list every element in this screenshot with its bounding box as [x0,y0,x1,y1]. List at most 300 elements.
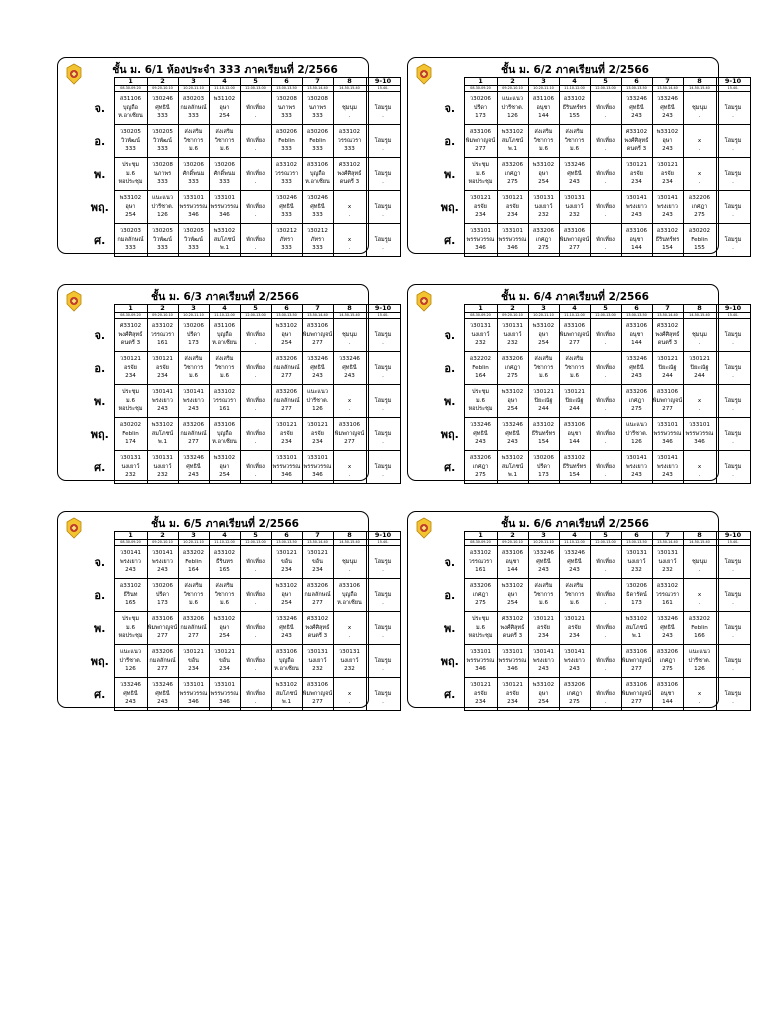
subject-code: ส่งเสริม [215,583,234,590]
teacher-name: นภาพร [308,104,327,111]
teacher-name: อนุชา [567,430,582,437]
schedule-cell [209,579,240,612]
teacher-name: เกศฎา [504,170,521,177]
teacher-name: พรงเยาว [626,463,647,470]
schedule-cell [464,451,497,484]
subject-code: ว30246 [307,195,328,202]
room-number: . [382,633,384,640]
schedule-cell [683,385,716,418]
period-number: 4 [559,78,590,86]
schedule-cell [114,224,147,257]
subject-code [334,95,366,103]
timetable-title: ชั้น ม. 6/1 ห้องประจำ 333 ภาคเรียนที่ 2/2566 [112,64,338,76]
schedule-cell [716,678,750,711]
schedule-cell [497,385,528,418]
teacher-name: นงเยาว์ [340,657,359,664]
room-number: 346 [219,212,230,219]
room-number: 173 [631,600,642,607]
schedule-cell [114,418,147,451]
period-time: 08.30-09.20 [464,86,497,92]
subject-code: ส33206 [563,682,586,689]
teacher-name: อนุชา [505,558,520,565]
schedule-cell [366,352,400,385]
teacher-name: Feblin [122,430,139,437]
room-number: 333 [188,113,199,120]
schedule-cell [716,224,750,257]
teacher-name: พักเที่ยง [246,558,265,565]
room-number: . [254,340,257,347]
subject-code: ส31106 [532,96,555,103]
room-number: 126 [507,113,518,120]
teacher-name: พงศ์ศิลุทธ์ [655,331,680,338]
subject-code: ส่งเสริม [565,129,584,136]
subject-code [367,615,400,623]
period-number: 6 [621,78,652,86]
room-number: 126 [312,406,323,413]
subject-code [241,549,271,557]
teacher-name: อรจัย [474,690,487,697]
teacher-name: กมลลักษณ์ [149,657,176,664]
schedule-cell [366,418,400,451]
header-corner [436,532,464,546]
subject-code: ว30246 [152,96,173,103]
room-number: . [732,212,734,219]
subject-code: ส33106 [625,228,648,235]
schedule-cell [716,158,750,191]
day-label: อ. [94,135,106,148]
schedule-cell [209,158,240,191]
schedule-cell [366,678,400,711]
day-label: พฤ. [440,428,459,441]
subject-code [717,681,750,689]
teacher-name: กมลลักษณ์ [304,591,331,598]
subject-code: ส33106 [306,323,329,330]
class-timetable-card [407,284,742,481]
schedule-cell [716,546,750,579]
teacher-name: อุษา [219,104,230,111]
teacher-name: ศุทธินี [279,624,294,631]
teacher-name: พักเที่ยง [596,591,615,598]
period-number: 7 [652,78,683,86]
schedule-cell [497,451,528,484]
subject-code [717,95,750,103]
schedule-cell [464,612,497,645]
teacher-name: วิชาการ [533,137,554,144]
subject-code: ว33101 [470,228,491,235]
room-number: 234 [312,439,323,446]
period-time: 10.20-11.10 [178,313,209,319]
class-timetable-card [407,57,742,254]
schedule-cell [621,385,652,418]
teacher-name: ธีรินทร์ทร [655,236,680,243]
schedule-cell [621,158,652,191]
room-number: . [348,633,351,640]
schedule-cell [528,158,559,191]
subject-code: ว30121 [564,616,585,623]
subject-code: ว30131 [564,195,585,202]
schedule-cell [497,158,528,191]
subject-code: ส33206 [532,228,555,235]
teacher-name: บุญถือ [309,170,326,177]
teacher-name: อนุชา [536,104,551,111]
subject-code: ส่งเสริม [565,356,584,363]
room-number: 144 [631,245,642,252]
teacher-name: พรรษวรรณ [466,236,495,243]
room-number: 161 [219,406,230,413]
subject-code: ว30121 [470,195,491,202]
room-number: 161 [157,340,168,347]
period-time: 09.20-10.10 [147,540,178,546]
schedule-cell [366,385,400,418]
room-number: . [382,472,384,479]
room-number: 243 [188,406,199,413]
teacher-name: สมโภชน์ [625,624,648,631]
schedule-cell [590,191,621,224]
teacher-name: ศุทธินี [567,558,582,565]
subject-code [684,549,716,557]
schedule-cell [114,92,147,125]
teacher-name: เกศฎา [659,657,676,664]
period-number: 7 [302,78,333,86]
period-time: 09.20-10.10 [147,313,178,319]
schedule-cell [271,678,302,711]
room-number: ม.6 [188,146,199,153]
teacher-name: x [347,236,352,243]
room-number: 232 [569,212,580,219]
subject-code [684,128,716,136]
period-number: 4 [559,305,590,313]
schedule-cell [302,224,333,257]
teacher-name: ศุทธินี [310,203,325,210]
teacher-name: ศุทธินี [123,690,138,697]
room-number: . [254,439,257,446]
room-number: หอประชุม [468,633,493,640]
day-label: อ. [94,589,106,602]
period-number: 6 [271,532,302,540]
room-number: . [254,633,257,640]
period-number: 3 [528,305,559,313]
teacher-name: นภาพร [153,170,172,177]
schedule-cell [464,579,497,612]
teacher-name: พรรษวรรณ [272,463,301,470]
teacher-name: ม.6 [125,624,136,631]
teacher-name: โฮมรูม [724,397,742,404]
day-label: อ. [94,362,106,375]
room-number: 243 [125,567,136,574]
teacher-name: กมลลักษณ์ [273,397,300,404]
schedule-cell [590,579,621,612]
schedule-cell [559,645,590,678]
teacher-name: พรงเยาว [152,397,173,404]
schedule-cell [497,546,528,579]
teacher-name: อุษา [281,591,292,598]
schedule-cell [590,92,621,125]
teacher-name: นงเยาว์ [658,558,677,565]
room-number: . [348,472,351,479]
room-number: 277 [281,373,292,380]
schedule-cell [114,451,147,484]
schedule-cell [240,645,271,678]
room-number: . [382,600,384,607]
schedule-cell [497,92,528,125]
room-number: 277 [475,146,486,153]
schedule-cell [147,158,178,191]
schedule-cell [302,451,333,484]
room-number: ห.อาเซียน [212,340,237,347]
room-number: 275 [507,179,518,186]
teacher-name: x [347,624,352,631]
day-label: พ. [94,395,106,408]
schedule-cell [178,125,209,158]
room-number: . [732,179,734,186]
subject-code [591,615,621,623]
teacher-name: พรรษวรรณ [685,430,714,437]
teacher-name: ศุทธินี [155,104,170,111]
day-label: อ. [444,135,456,148]
subject-code [241,161,271,169]
subject-code [241,582,271,590]
schedule-cell [683,158,716,191]
teacher-name: พงศ์ศิลุทธ์ [305,624,330,631]
room-number: 161 [662,600,673,607]
period-number: 9-10 [366,78,400,86]
subject-code: อ33102 [213,389,236,396]
subject-code: ส33106 [625,649,648,656]
teacher-name: อรจัย [311,430,324,437]
room-number: 234 [507,699,518,706]
period-number: 5 [590,305,621,313]
subject-code: ว30141 [657,455,678,462]
teacher-name: ชุมนุม [692,104,707,111]
schedule-cell [147,546,178,579]
room-number: 126 [631,439,642,446]
teacher-name: บุญถือ [216,331,233,338]
schedule-cell [114,319,147,352]
teacher-name: ปารีชาต. [688,657,711,664]
teacher-name: ศุทธินี [342,364,357,371]
schedule-cell [178,418,209,451]
period-time: 09.20-10.10 [497,86,528,92]
schedule-cell [652,158,683,191]
teacher-name: สมโภชน์ [501,137,524,144]
schedule-cell [621,612,652,645]
room-number: 243 [662,212,673,219]
teacher-name: Feblin [691,624,708,631]
subject-code [241,227,271,235]
room-number: ม.6 [188,600,199,607]
room-number: 165 [125,600,136,607]
room-number: 234 [569,633,580,640]
schedule-cell [302,418,333,451]
room-number: 243 [475,439,486,446]
subject-code: ว30141 [564,649,585,656]
schedule-cell [652,451,683,484]
subject-code: ศ33102 [119,323,142,330]
teacher-name: พรงเยาว [564,657,585,664]
day-label: จ. [94,329,106,342]
subject-code: อ33102 [275,162,298,169]
teacher-name: อนุชา [660,690,675,697]
schedule-cell [464,319,497,352]
teacher-name: พรรษวรรณ [210,690,239,697]
room-number: 277 [631,666,642,673]
teacher-name: พงศ์ศิลุทธ์ [337,170,362,177]
subject-code: ว30131 [120,455,141,462]
schedule-cell [114,385,147,418]
teacher-name: อรจัย [124,364,137,371]
schedule-cell [271,579,302,612]
schedule-cell [333,385,366,418]
period-number: 5 [590,532,621,540]
teacher-name: ปิยะณัฐ [658,364,677,371]
subject-code: ว30205 [152,228,173,235]
period-time: 13.50-14.40 [652,540,683,546]
subject-code [334,681,366,689]
schedule-cell [333,546,366,579]
schedule-cell [621,352,652,385]
room-number: 254 [507,406,518,413]
schedule-cell [209,418,240,451]
schedule-cell [716,385,750,418]
teacher-name: ปิยะณัฐ [534,397,553,404]
subject-code: ศ33102 [501,616,524,623]
teacher-name: x [347,203,352,210]
room-number: 243 [631,212,642,219]
period-time: 15.40- [716,540,750,546]
day-label: จ. [94,556,106,569]
period-number: 3 [528,78,559,86]
subject-code [591,322,621,330]
subject-code: พ31102 [213,96,236,103]
subject-code: ว33101 [657,422,678,429]
period-time: 14.50-15.40 [683,313,716,319]
room-number: 144 [662,699,673,706]
subject-code [334,388,366,396]
school-logo-icon [415,517,433,539]
room-number: . [732,472,734,479]
period-number: 9-10 [716,305,750,313]
class-timetable-card [57,511,392,708]
subject-code [684,161,716,169]
teacher-name: ปรีดา [155,591,170,598]
subject-code [367,355,400,363]
subject-code: ส33106 [306,162,329,169]
schedule-cell [271,546,302,579]
period-number: 5 [590,78,621,86]
timetable-title: ชั้น ม. 6/5 ภาคเรียนที่ 2/2566 [151,518,299,530]
room-number: . [604,439,607,446]
subject-code: ส33206 [469,583,492,590]
teacher-name: บุญถือ [278,657,295,664]
schedule-cell [114,678,147,711]
teacher-name: วิชาการ [214,137,235,144]
subject-code: อ33102 [532,422,555,429]
room-number: . [348,113,351,120]
schedule-cell [209,546,240,579]
period-number: 2 [147,532,178,540]
room-number: . [698,146,701,153]
room-number: 333 [125,245,136,252]
period-number: 1 [464,305,497,313]
room-number: 277 [569,340,580,347]
teacher-name: ภัทรา [279,236,294,243]
room-number: . [698,179,701,186]
subject-code [241,322,271,330]
teacher-name: พงศ์ศิลุทธ์ [500,624,525,631]
schedule-cell [652,125,683,158]
teacher-name: พักเที่ยง [246,236,265,243]
teacher-name: อรจัย [661,170,674,177]
room-number: . [254,600,257,607]
room-number: 234 [281,567,292,574]
teacher-name: ปารีชาต. [119,657,142,664]
room-number: . [382,245,384,252]
subject-code [591,648,621,656]
subject-code: อ33102 [563,96,586,103]
schedule-cell [147,125,178,158]
subject-code [684,322,716,330]
teacher-name: พรงเยาว [183,397,204,404]
schedule-cell [302,579,333,612]
subject-code: ว30121 [502,682,523,689]
teacher-name: ธีรินทร [216,558,233,565]
schedule-cell [716,645,750,678]
schedule-cell [114,158,147,191]
schedule-cell [366,191,400,224]
teacher-name: Feblin [185,558,202,565]
subject-code: ส่งเสริม [565,583,584,590]
schedule-cell [333,224,366,257]
teacher-name: ปรีดา [186,331,201,338]
subject-code: ส33106 [563,422,586,429]
subject-code [717,322,750,330]
teacher-name: พิมพกาญจน์ [621,657,652,664]
teacher-name: พักเที่ยง [246,657,265,664]
subject-code: ว33246 [152,682,173,689]
subject-code: ส30203 [182,96,205,103]
room-number: ม.6 [219,600,230,607]
schedule-cell [333,158,366,191]
teacher-name: เกศฎา [504,364,521,371]
subject-code: ว30121 [276,422,297,429]
room-number: . [698,472,701,479]
subject-code: อ33102 [469,550,492,557]
day-label: พฤ. [90,655,109,668]
schedule-cell [559,224,590,257]
room-number: ดนตรี 3 [626,146,647,153]
teacher-name: พักเที่ยง [596,170,615,177]
subject-code: อ33102 [656,228,679,235]
teacher-name: พรงเยาว [626,203,647,210]
subject-code [684,681,716,689]
period-number: 3 [528,532,559,540]
teacher-name: โฮมรูม [724,203,742,210]
day-label: พฤ. [440,201,459,214]
period-time: 14.50-15.40 [333,540,366,546]
room-number: ห.อาเซียน [118,113,143,120]
teacher-name: เกศฎา [472,591,489,598]
teacher-name: ศุทธินี [660,624,675,631]
subject-code: ส33106 [656,682,679,689]
period-time: 12.00-13.00 [590,540,621,546]
subject-code: ว30121 [533,389,554,396]
subject-code [367,454,400,462]
room-number: 333 [281,146,292,153]
schedule-cell [209,678,240,711]
subject-code: ว30121 [502,195,523,202]
schedule-cell [528,579,559,612]
schedule-cell [271,125,302,158]
